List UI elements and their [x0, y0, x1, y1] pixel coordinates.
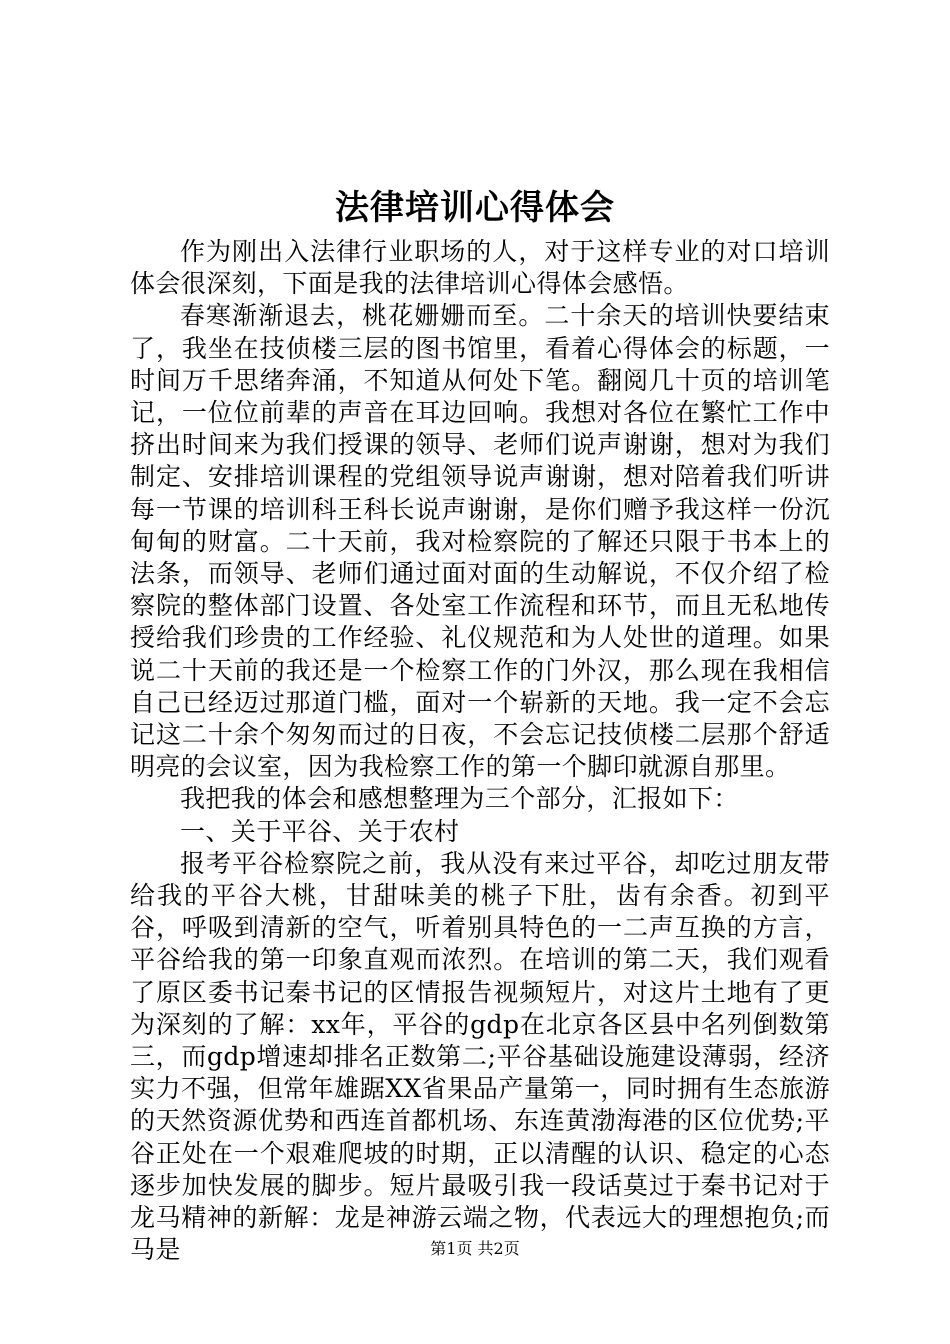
paragraph-training: 春寒渐渐退去，桃花姗姗而至。二十余天的培训快要结束了，我坐在技侦楼三层的图书馆里，看着心得体会的标题，一时间万千思绪奔涌，不知道从何处下笔。翻阅几十页的培训笔记，一位位前辈的声音在耳边回响。我想对各位在繁忙工作中挤出时间来为我们授课的领导、老师们说声谢谢，想对为我们制定、安排培训课程的党组领导说声谢谢，想对陪着我们听讲每一节课的培训科王科长说声谢谢，是你们赠予我这样一份沉甸甸的财富。二十天前，我对检察院的了解还只限于书本上的法条，而领导、老师们通过面对面的生动解说，不仅介绍了检察院的整体部门设置、各处室工作流程和环节，而且无私地传授给我们珍贵的工作经验、礼仪规范和为人处世的道理。如果说二十天前的我还是一个检察工作的门外汉，那么现在我相信自己已经迈过那道门槛，面对一个崭新的天地。我一定不会忘记这二十余个匆匆而过的日夜，不会忘记技侦楼二层那个舒适明亮的会议室，因为我检察工作的第一个脚印就源自那里。 [130, 301, 830, 782]
document-body [130, 236, 830, 1267]
paragraph-intro: 作为刚出入法律行业职场的人，对于这样专业的对口培训体会很深刻，下面是我的法律培训心得体会感悟。 [130, 237, 830, 299]
page-footer: 第1页 共2页 [430, 1239, 520, 1258]
paragraph-pinggu: 报考平谷检察院之前，我从没有来过平谷，却吃过朋友带给我的平谷大桃，甘甜味美的桃子下肚，齿有余香。初到平谷，呼吸到清新的空气，听着别具特色的一二声互换的方言，平谷给我的第一印象直观而浓烈。在培训的第二天，我们观看了原区委书记秦书记的区情报告视频短片，对这片土地有了更为深刻的了解：xx年，平谷的gdp在北京各区县中名列倒数第三，而gdp增速却排名正数第二;平谷基础设施建设薄弱，经济实力不强，但常年雄踞XX省果品产量第一，同时拥有生态旅游的天然资源优势和西连首都机场、东连黄渤海港的区位优势;平谷正处在一个艰难爬坡的时期，正以清醒的认识、稳定的心态逐步加快发展的脚步。短片最吸引我一段话莫过于秦书记对于龙马精神的新解：龙是神游云端之物，代表远大的理想抱负;而马是 [130, 848, 830, 1265]
document-title: 法律培训心得体会 [335, 188, 615, 228]
section-heading-pinggu: 一、关于平谷、关于农村 [180, 816, 460, 846]
paragraph-summary: 我把我的体会和感想整理为三个部分，汇报如下： [180, 784, 739, 814]
